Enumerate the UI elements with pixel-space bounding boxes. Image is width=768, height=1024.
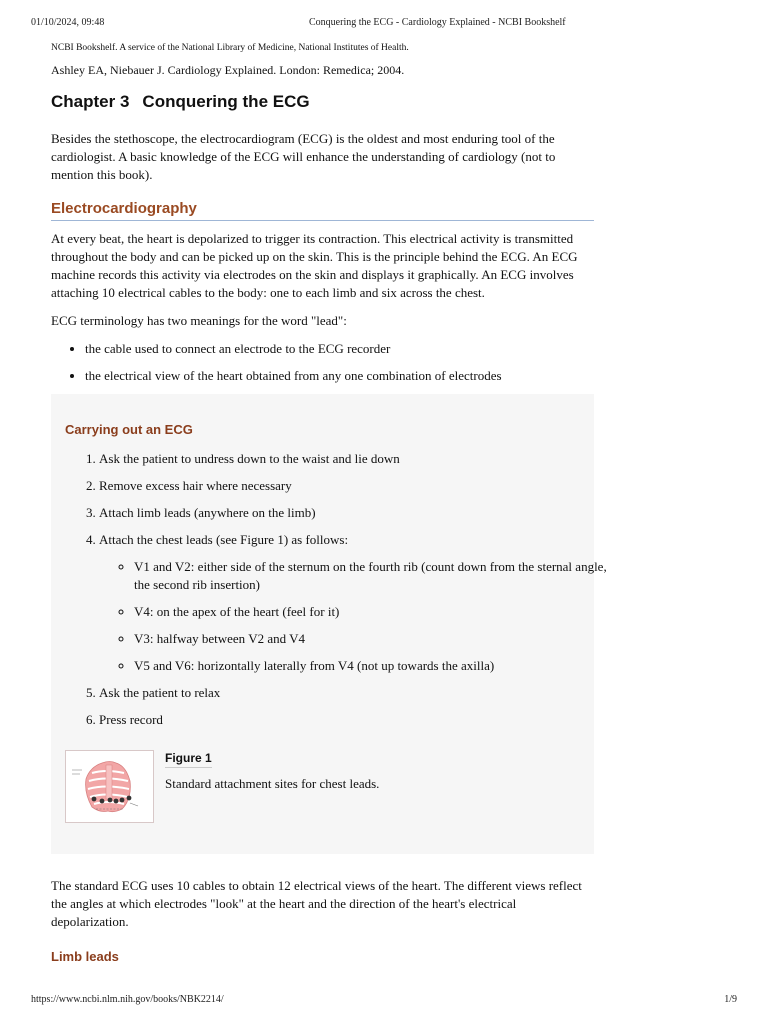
lead-meaning-list	[51, 340, 594, 385]
print-footer	[31, 994, 737, 1006]
chest-lead-substeps	[99, 558, 619, 675]
ncbi-attribution: NCBI Bookshelf. A service of the National Library of Medicine, National Institutes of Health.	[51, 43, 409, 53]
list-item: • the cable used to connect an electrode to the ECG recorder	[85, 340, 594, 358]
ecg-procedure-box	[51, 394, 607, 854]
chapter-number: Chapter 3	[51, 92, 130, 111]
procedure-step: 5. Ask the patient to relax	[99, 684, 619, 702]
box-heading: Carrying out an ECG	[65, 422, 193, 437]
procedure-steps	[65, 450, 619, 738]
standard-ecg-paragraph: The standard ECG uses 10 cables to obtain 12 electrical views of the heart. The different views reflect the angles at which electrodes "look" at the heart and the direction of the heart's electrical depolarization.	[51, 878, 582, 929]
procedure-step: 6. Press record	[99, 711, 619, 729]
procedure-step: 1. Ask the patient to undress down to the waist and lie down	[99, 450, 619, 468]
figure-caption: Standard attachment sites for chest leads.	[165, 776, 380, 791]
procedure-step-text: Attach the chest leads (see Figure 1) as follows:	[99, 532, 349, 547]
book-citation: Ashley EA, Niebauer J. Cardiology Explained. London: Remedica; 2004.	[51, 63, 405, 77]
print-page-title: Conquering the ECG - Cardiology Explained - NCBI Bookshelf	[309, 17, 566, 28]
intro-paragraph: Besides the stethoscope, the electrocardiogram (ECG) is the oldest and most enduring tool of the cardiologist. A basic knowledge of the ECG will enhance the understanding of cardiology (not to mention this book).	[51, 131, 556, 182]
procedure-step: 2. Remove excess hair where necessary	[99, 477, 619, 495]
print-page-number: 1/9	[724, 994, 737, 1005]
sub-step: ◦ V3: halfway between V2 and V4	[134, 630, 619, 648]
lead-terminology-paragraph: ECG terminology has two meanings for the word "lead":	[51, 313, 347, 328]
figure-1	[65, 750, 575, 826]
chapter-name: Conquering the ECG	[142, 92, 310, 111]
print-url: https://www.ncbi.nlm.nih.gov/books/NBK2214/	[31, 994, 224, 1005]
print-header	[31, 17, 737, 29]
chapter-title	[51, 91, 594, 113]
procedure-step: 3. Attach limb leads (anywhere on the limb)	[99, 504, 619, 522]
section-paragraph: At every beat, the heart is depolarized to trigger its contraction. This electrical activity is transmitted throughout the body and can be picked up on the skin. This is the principle behind the ECG. An ECG machine records this activity via electrodes on the skin and displays it graphically. An ECG involves attaching 10 electrical cables to the body: one to each limb and six across the chest.	[51, 231, 578, 300]
list-item: • the electrical view of the heart obtained from any one combination of electrodes	[85, 367, 594, 385]
sub-step: ◦ V4: on the apex of the heart (feel for it)	[134, 603, 619, 621]
figure-title[interactable]: Figure 1	[165, 750, 212, 768]
print-datetime: 01/10/2024, 09:48	[31, 17, 105, 28]
sub-step: ◦ V5 and V6: horizontally laterally from V4 (not up towards the axilla)	[134, 657, 619, 675]
procedure-step	[99, 531, 619, 675]
section-heading: Electrocardiography	[51, 199, 594, 221]
limb-leads-heading: Limb leads	[51, 949, 119, 964]
figure-thumbnail-link[interactable]	[65, 750, 154, 823]
article-content	[51, 40, 607, 966]
sub-step: ◦ V1 and V2: either side of the sternum on the fourth rib (count down from the sternal angle, the second rib insertion)	[134, 558, 619, 594]
ribcage-illustration	[66, 751, 153, 822]
